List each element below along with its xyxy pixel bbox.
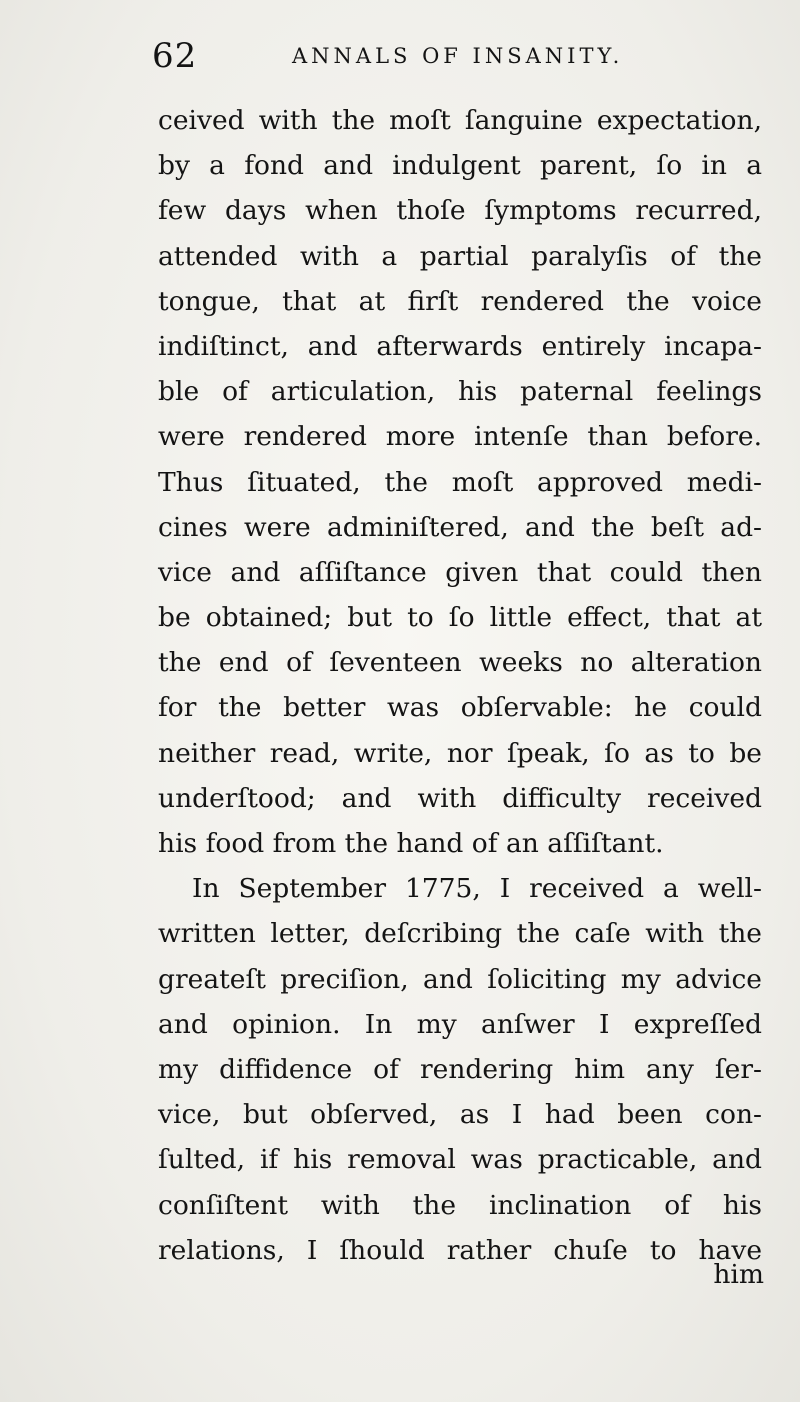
text-line: ſulted, if his removal was practicable, and [158, 1144, 762, 1176]
text-line: tongue, that at firſt rendered the voice [158, 285, 762, 317]
text-line: were rendered more intenſe than before. [158, 421, 762, 453]
text-line: written letter, deſcribing the caſe with the [158, 918, 762, 950]
text-line: vice and aſſiſtance given that could then [158, 556, 762, 588]
text-line: my diffidence of rendering him any ſer- [158, 1053, 762, 1085]
text-line: by a fond and indulgent parent, ſo in a [158, 150, 762, 182]
text-line: conſiſtent with the inclination of his [158, 1189, 762, 1221]
text-line: indiſtinct, and afterwards entirely incapa- [158, 330, 762, 362]
text-line: neither read, write, nor ſpeak, ſo as to be [158, 737, 762, 769]
text-line: and opinion. In my anſwer I expreſſed [158, 1008, 762, 1040]
text-line: greateſt preciſion, and ſoliciting my advice [158, 963, 762, 995]
text-line: ble of articulation, his paternal feelings [158, 376, 762, 408]
paragraph-end-line: his food from the hand of an aſſiſtant. [158, 828, 664, 859]
text-line: attended with a partial paralyſis of the [158, 240, 762, 272]
catchword: him [713, 1259, 764, 1290]
text-line: relations, I ſhould rather chuſe to have [158, 1234, 762, 1266]
page-number: 62 [152, 36, 198, 76]
text-line: Thus ſituated, the moſt approved medi- [158, 466, 762, 498]
page-header [152, 30, 752, 90]
text-line: ceived with the moſt ſanguine expectation, [158, 105, 762, 136]
paragraph-start-line: In September 1775, I received a well- [192, 873, 762, 905]
text-line: be obtained; but to ſo little effect, that at [158, 602, 762, 634]
text-line: for the better was obſervable: he could [158, 692, 762, 724]
text-line: vice, but obſerved, as I had been con- [158, 1099, 762, 1131]
text-line: few days when thoſe ſymptoms recurred, [158, 195, 762, 227]
text-line: the end of ſeventeen weeks no alteration [158, 647, 762, 679]
body-text [158, 98, 762, 1273]
text-line: cines were adminiſtered, and the beſt ad- [158, 511, 762, 543]
text-line: underſtood; and with difficulty received [158, 782, 762, 814]
running-head: ANNALS OF INSANITY. [292, 44, 624, 68]
